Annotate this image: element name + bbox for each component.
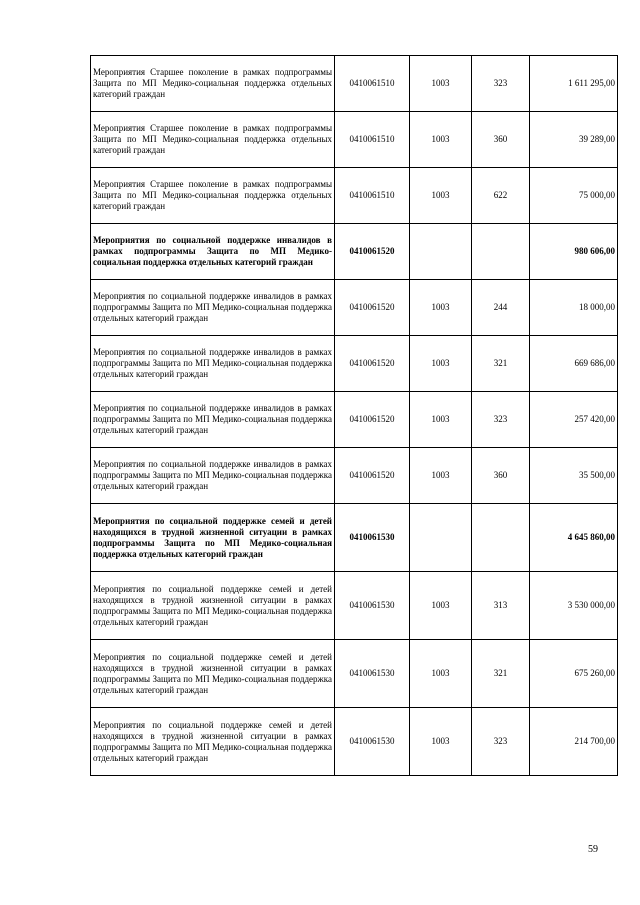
row-target-code: 0410061520 — [335, 336, 410, 392]
row-section — [410, 504, 472, 572]
row-expense-type: 321 — [472, 640, 530, 708]
row-name: Мероприятия по социальной поддержке инвалидов в рамках подпрограммы Защита по МП Медико-социальная поддержка отдельных категорий граждан — [91, 448, 335, 504]
row-expense-type: 321 — [472, 336, 530, 392]
row-target-code: 0410061510 — [335, 56, 410, 112]
row-sum: 39 289,00 — [530, 112, 618, 168]
row-sum: 669 686,00 — [530, 336, 618, 392]
table-row — [91, 448, 618, 504]
row-sum: 980 606,00 — [530, 224, 618, 280]
budget-table-body — [91, 56, 618, 776]
table-row — [91, 168, 618, 224]
row-target-code: 0410061530 — [335, 640, 410, 708]
row-target-code: 0410061510 — [335, 168, 410, 224]
row-section: 1003 — [410, 168, 472, 224]
row-name: Мероприятия по социальной поддержке семей и детей находящихся в трудной жизненной ситуации в рамках подпрограммы Защита по МП Медико-социальная поддержка отдельных категорий граждан — [91, 708, 335, 776]
budget-table — [90, 55, 618, 776]
row-expense-type: 360 — [472, 112, 530, 168]
row-name: Мероприятия по социальной поддержке инвалидов в рамках подпрограммы Защита по МП Медико-социальная поддержка отдельных категорий граждан — [91, 280, 335, 336]
row-sum: 1 611 295,00 — [530, 56, 618, 112]
row-section: 1003 — [410, 640, 472, 708]
row-expense-type — [472, 224, 530, 280]
row-expense-type: 323 — [472, 392, 530, 448]
row-section: 1003 — [410, 392, 472, 448]
row-section: 1003 — [410, 56, 472, 112]
row-target-code: 0410061520 — [335, 392, 410, 448]
row-section: 1003 — [410, 336, 472, 392]
row-expense-type: 323 — [472, 708, 530, 776]
row-sum: 4 645 860,00 — [530, 504, 618, 572]
row-section: 1003 — [410, 448, 472, 504]
table-row — [91, 112, 618, 168]
row-sum: 257 420,00 — [530, 392, 618, 448]
row-name: Мероприятия Старшее поколение в рамках подпрограммы Защита по МП Медико-социальная поддержка отдельных категорий граждан — [91, 56, 335, 112]
row-sum: 75 000,00 — [530, 168, 618, 224]
table-row-total — [91, 224, 618, 280]
row-expense-type: 622 — [472, 168, 530, 224]
table-row — [91, 280, 618, 336]
row-expense-type: 360 — [472, 448, 530, 504]
row-expense-type: 323 — [472, 56, 530, 112]
table-row — [91, 708, 618, 776]
row-sum: 3 530 000,00 — [530, 572, 618, 640]
row-sum: 214 700,00 — [530, 708, 618, 776]
table-row — [91, 640, 618, 708]
row-section: 1003 — [410, 280, 472, 336]
table-row — [91, 336, 618, 392]
row-target-code: 0410061530 — [335, 504, 410, 572]
row-target-code: 0410061520 — [335, 280, 410, 336]
table-row — [91, 572, 618, 640]
table-row — [91, 56, 618, 112]
row-name: Мероприятия по социальной поддержке семей и детей находящихся в трудной жизненной ситуации в рамках подпрограммы Защита по МП Медико-социальная поддержка отдельных категорий граждан — [91, 640, 335, 708]
row-target-code: 0410061530 — [335, 708, 410, 776]
row-name: Мероприятия по социальной поддержке инвалидов в рамках подпрограммы Защита по МП Медико-социальная поддержка отдельных категорий граждан — [91, 224, 335, 280]
row-expense-type: 313 — [472, 572, 530, 640]
row-target-code: 0410061510 — [335, 112, 410, 168]
row-section: 1003 — [410, 572, 472, 640]
row-section — [410, 224, 472, 280]
row-expense-type: 244 — [472, 280, 530, 336]
row-sum: 18 000,00 — [530, 280, 618, 336]
row-expense-type — [472, 504, 530, 572]
row-sum: 675 260,00 — [530, 640, 618, 708]
row-name: Мероприятия по социальной поддержке семей и детей находящихся в трудной жизненной ситуации в рамках подпрограммы Защита по МП Медико-социальная поддержка отдельных категорий граждан — [91, 572, 335, 640]
row-name: Мероприятия Старшее поколение в рамках подпрограммы Защита по МП Медико-социальная поддержка отдельных категорий граждан — [91, 168, 335, 224]
table-row — [91, 392, 618, 448]
row-target-code: 0410061530 — [335, 572, 410, 640]
page-number: 59 — [588, 844, 598, 855]
row-target-code: 0410061520 — [335, 224, 410, 280]
table-row-total — [91, 504, 618, 572]
row-name: Мероприятия Старшее поколение в рамках подпрограммы Защита по МП Медико-социальная поддержка отдельных категорий граждан — [91, 112, 335, 168]
row-name: Мероприятия по социальной поддержке семей и детей находящихся в трудной жизненной ситуации в рамках подпрограммы Защита по МП Медико-социальная поддержка отдельных категорий граждан — [91, 504, 335, 572]
row-name: Мероприятия по социальной поддержке инвалидов в рамках подпрограммы Защита по МП Медико-социальная поддержка отдельных категорий граждан — [91, 336, 335, 392]
row-name: Мероприятия по социальной поддержке инвалидов в рамках подпрограммы Защита по МП Медико-социальная поддержка отдельных категорий граждан — [91, 392, 335, 448]
row-section: 1003 — [410, 112, 472, 168]
row-target-code: 0410061520 — [335, 448, 410, 504]
row-section: 1003 — [410, 708, 472, 776]
row-sum: 35 500,00 — [530, 448, 618, 504]
